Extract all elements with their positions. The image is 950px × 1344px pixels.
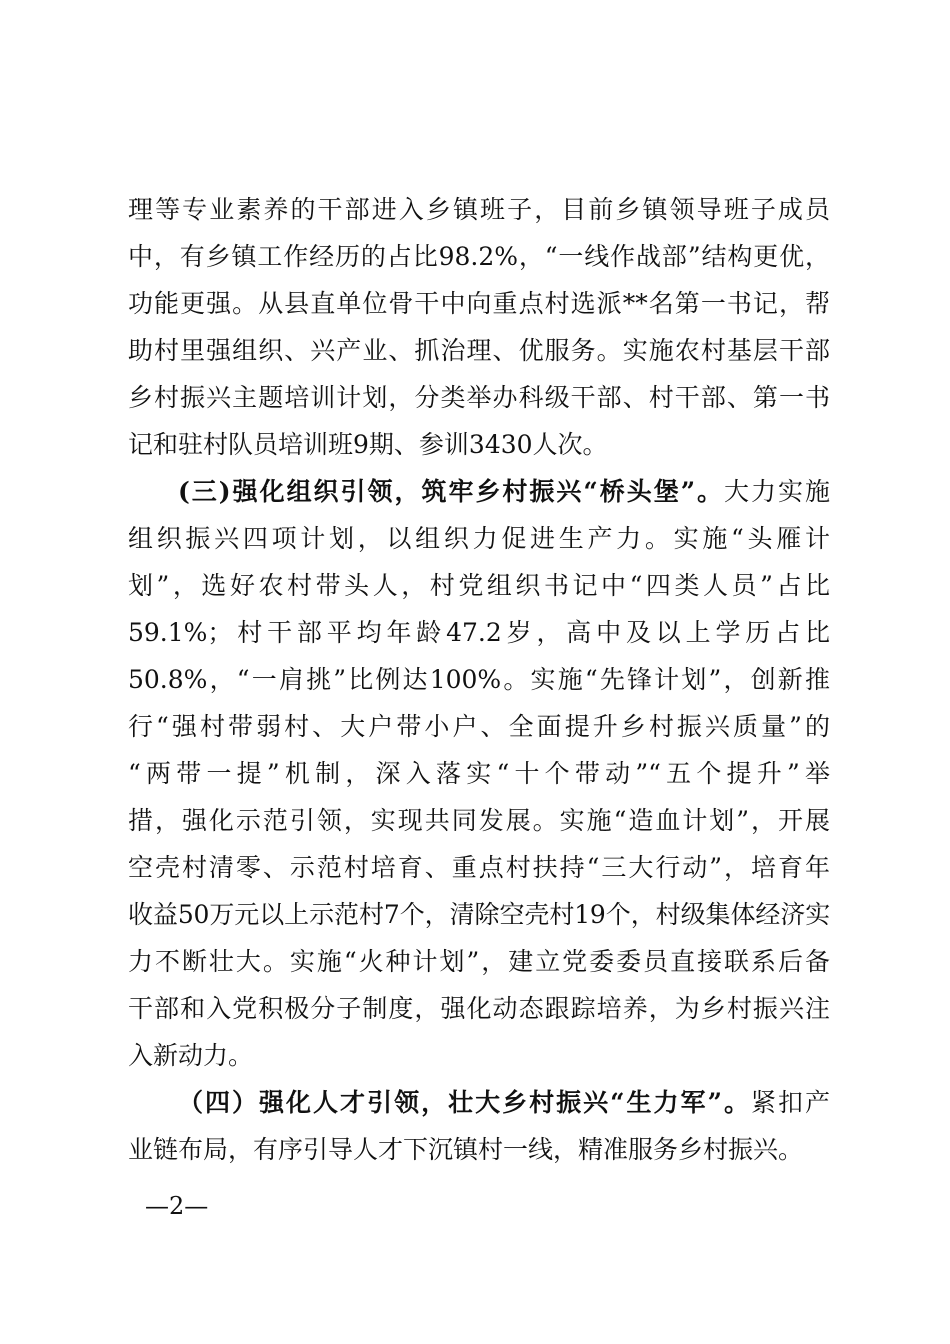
paragraph2-line-10: 力不断壮大。实施“火种计划”，建立党委委员直接联系后备 bbox=[128, 947, 830, 976]
paragraph3-line-1: 业链布局，有序引导人才下沉镇村一线，精准服务乡村振兴。 bbox=[128, 1135, 804, 1164]
paragraph3-first-line bbox=[178, 1088, 830, 1118]
paragraph2-first-line bbox=[178, 477, 830, 507]
paragraph3-heading: （四）强化人才引领，壮大乡村振兴“生力军”。 bbox=[178, 1088, 751, 1117]
page-number: —2— bbox=[145, 1192, 209, 1220]
paragraph1-line-5: 乡村振兴主题培训计划，分类举办科级干部、村干部、第一书 bbox=[128, 383, 830, 412]
paragraph2-line-2: 划”，选好农村带头人，村党组织书记中“四类人员”占比 bbox=[128, 571, 830, 600]
paragraph1-line-2: 中，有乡镇工作经历的占比98.2%，“一线作战部”结构更优， bbox=[128, 242, 830, 271]
paragraph2-line-1: 组织振兴四项计划，以组织力促进生产力。实施“头雁计 bbox=[128, 524, 830, 553]
paragraph2-line-3: 59.1%；村干部平均年龄47.2岁，高中及以上学历占比 bbox=[128, 618, 830, 647]
paragraph1-line-4: 助村里强组织、兴产业、抓治理、优服务。实施农村基层干部 bbox=[128, 336, 830, 365]
paragraph2-heading: (三)强化组织引领，筑牢乡村振兴“桥头堡”。 bbox=[178, 477, 725, 506]
paragraph1-line-3: 功能更强。从县直单位骨干中向重点村选派**名第一书记，帮 bbox=[128, 289, 830, 318]
paragraph3-first-line-rest: 紧扣产 bbox=[750, 1088, 830, 1117]
paragraph1-line-1: 理等专业素养的干部进入乡镇班子，目前乡镇领导班子成员 bbox=[128, 195, 830, 224]
paragraph2-line-8: 空壳村清零、示范村培育、重点村扶持“三大行动”，培育年 bbox=[128, 853, 830, 882]
paragraph2-line-7: 措，强化示范引领，实现共同发展。实施“造血计划”，开展 bbox=[128, 806, 830, 835]
paragraph1-line-6: 记和驻村队员培训班9期、参训3430人次。 bbox=[128, 430, 608, 459]
paragraph2-line-6: “两带一提”机制，深入落实“十个带动”“五个提升”举 bbox=[128, 759, 830, 788]
paragraph2-line-9: 收益50万元以上示范村7个，清除空壳村19个，村级集体经济实 bbox=[128, 900, 830, 929]
paragraph2-line-5: 行“强村带弱村、大户带小户、全面提升乡村振兴质量”的 bbox=[128, 712, 830, 741]
paragraph2-first-line-rest: 大力实施 bbox=[724, 477, 830, 506]
paragraph2-line-12: 入新动力。 bbox=[128, 1041, 254, 1070]
paragraph2-line-11: 干部和入党积极分子制度，强化动态跟踪培养，为乡村振兴注 bbox=[128, 994, 830, 1023]
paragraph2-line-4: 50.8%，“一肩挑”比例达100%。实施“先锋计划”，创新推 bbox=[128, 665, 830, 694]
